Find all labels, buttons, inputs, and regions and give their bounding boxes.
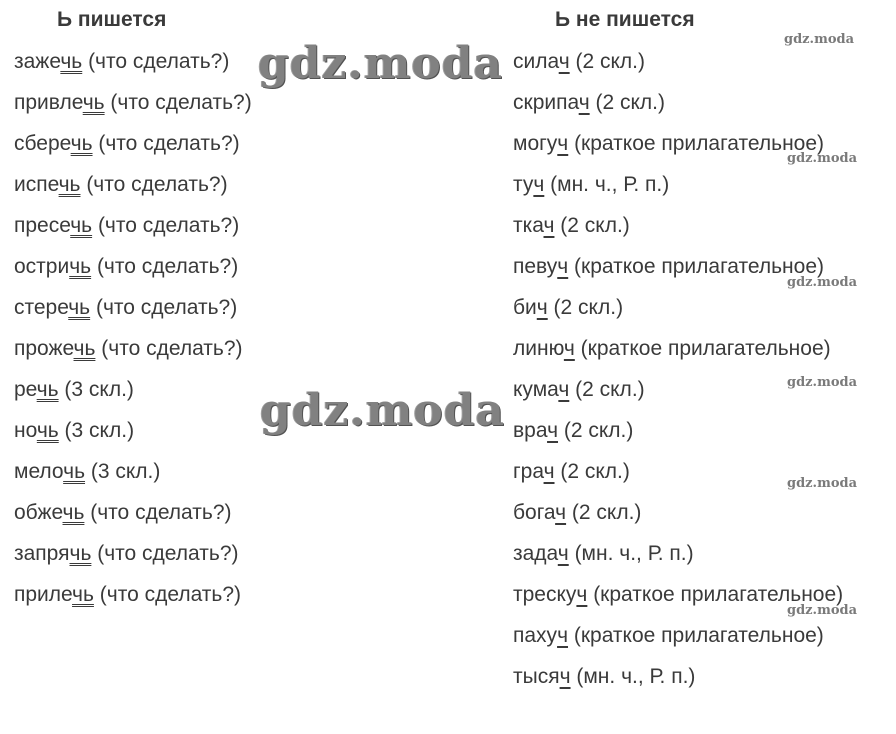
word-ending-underlined: чь: [69, 255, 92, 278]
right-list-item: [513, 492, 843, 533]
word-note: (что сделать?): [90, 296, 238, 319]
word-stem: тка: [513, 214, 544, 237]
right-list-item: [513, 287, 843, 328]
left-list-item: [14, 123, 252, 164]
word-note: (краткое прилагательное): [587, 583, 844, 606]
word-stem: скрипа: [513, 91, 579, 114]
word-ending-underlined: ч: [543, 214, 555, 237]
word-note: (2 скл.): [589, 91, 665, 114]
watermark-small: gdz.moda: [784, 32, 855, 47]
word-stem: тыся: [513, 665, 560, 688]
word-ending-underlined: ч: [558, 50, 570, 73]
word-note: (2 скл.): [554, 460, 630, 483]
word-stem: ре: [14, 378, 37, 401]
word-ending-underlined: чь: [73, 337, 96, 360]
word-note: (мн. ч., Р. п.): [568, 542, 694, 565]
word-note: (что сделать?): [91, 255, 239, 278]
word-ending-underlined: чь: [72, 583, 94, 606]
word-note: (краткое прилагательное): [568, 624, 824, 647]
word-ending-underlined: ч: [558, 378, 570, 401]
right-list-item: [513, 164, 843, 205]
word-ending-underlined: чь: [36, 419, 59, 442]
word-stem: испе: [14, 173, 59, 196]
word-note: (3 скл.): [58, 419, 135, 442]
right-list-item: [513, 41, 843, 82]
word-stem: остри: [14, 255, 70, 278]
left-list-item: [14, 41, 252, 82]
word-ending-underlined: чь: [58, 173, 81, 196]
word-stem: кума: [513, 378, 559, 401]
word-stem: паху: [513, 624, 558, 647]
right-list-item: [513, 82, 843, 123]
word-note: (3 скл.): [58, 378, 134, 401]
word-ending-underlined: чь: [69, 542, 92, 565]
left-list-item: [14, 492, 252, 533]
watermark-small: gdz.moda: [787, 603, 858, 618]
word-stem: бога: [513, 501, 556, 524]
word-note: (2 скл.): [569, 378, 645, 401]
right-list-item: [513, 328, 843, 369]
word-note: (что сделать?): [93, 583, 242, 606]
word-ending-underlined: ч: [543, 460, 555, 483]
word-stem: но: [14, 419, 37, 442]
word-stem: мело: [14, 460, 64, 483]
left-word-list: [14, 41, 252, 615]
heading-soft-sign-written: Ь пишется: [57, 8, 167, 31]
word-stem: привле: [14, 91, 83, 114]
word-ending-underlined: чь: [36, 378, 59, 401]
word-ending-underlined: чь: [62, 501, 85, 524]
right-list-item: [513, 656, 843, 697]
left-list-item: [14, 82, 252, 123]
word-stem: пресе: [14, 214, 71, 237]
word-ending-underlined: ч: [559, 665, 571, 688]
word-note: (мн. ч., Р. п.): [544, 173, 670, 196]
watermark-logo-center: gdz.moda: [260, 385, 506, 436]
word-ending-underlined: ч: [576, 583, 588, 606]
left-list-item: [14, 451, 252, 492]
word-note: (2 скл.): [554, 214, 630, 237]
right-word-list: [513, 41, 843, 697]
watermark-small: gdz.moda: [787, 375, 858, 390]
word-stem: заже: [14, 50, 61, 73]
word-ending-underlined: ч: [557, 255, 569, 278]
word-ending-underlined: ч: [533, 173, 545, 196]
word-stem: ту: [513, 173, 534, 196]
word-ending-underlined: чь: [70, 214, 93, 237]
word-note: (краткое прилагательное): [568, 132, 825, 155]
watermark-small: gdz.moda: [787, 476, 858, 491]
right-list-item: [513, 533, 843, 574]
left-list-item: [14, 287, 252, 328]
word-ending-underlined: ч: [536, 296, 548, 319]
word-ending-underlined: ч: [555, 501, 567, 524]
word-note: (что сделать?): [95, 337, 243, 360]
word-note: (2 скл.): [547, 296, 624, 319]
word-stem: зада: [513, 542, 558, 565]
word-stem: би: [513, 296, 537, 319]
right-list-item: [513, 615, 843, 656]
word-stem: сбере: [14, 132, 71, 155]
word-note: (что сделать?): [82, 50, 230, 73]
word-stem: гра: [513, 460, 544, 483]
heading-soft-sign-not-written: Ь не пишется: [555, 8, 695, 31]
left-list-item: [14, 410, 252, 451]
word-stem: сила: [513, 50, 559, 73]
left-list-item: [14, 246, 252, 287]
left-list-item: [14, 574, 252, 615]
word-note: (мн. ч., Р. п.): [570, 665, 696, 688]
word-stem: треску: [513, 583, 577, 606]
left-list-item: [14, 205, 252, 246]
word-ending-underlined: ч: [563, 337, 575, 360]
word-note: (краткое прилагательное): [574, 337, 831, 360]
word-note: (что сделать?): [84, 501, 232, 524]
word-note: (2 скл.): [558, 419, 634, 442]
word-ending-underlined: ч: [557, 132, 569, 155]
word-note: (2 скл.): [569, 50, 646, 73]
word-stem: запря: [14, 542, 70, 565]
right-list-item: [513, 410, 843, 451]
word-ending-underlined: ч: [557, 624, 569, 647]
word-stem: линю: [513, 337, 564, 360]
word-stem: обже: [14, 501, 63, 524]
word-ending-underlined: ч: [547, 419, 559, 442]
word-note: (2 скл.): [566, 501, 642, 524]
word-ending-underlined: чь: [63, 460, 86, 483]
word-ending-underlined: чь: [60, 50, 83, 73]
word-note: (краткое прилагательное): [568, 255, 824, 278]
word-ending-underlined: ч: [557, 542, 569, 565]
word-note: (что сделать?): [92, 214, 240, 237]
word-stem: могу: [513, 132, 558, 155]
word-stem: стере: [14, 296, 69, 319]
left-list-item: [14, 328, 252, 369]
watermark-logo-top: gdz.moda: [258, 38, 504, 89]
left-list-item: [14, 369, 252, 410]
word-stem: проже: [14, 337, 74, 360]
left-list-item: [14, 533, 252, 574]
word-ending-underlined: ч: [578, 91, 590, 114]
word-note: (3 скл.): [85, 460, 161, 483]
word-ending-underlined: чь: [68, 296, 91, 319]
word-stem: певу: [513, 255, 558, 278]
left-list-item: [14, 164, 252, 205]
word-ending-underlined: чь: [82, 91, 105, 114]
word-ending-underlined: чь: [70, 132, 93, 155]
word-stem: вра: [513, 419, 548, 442]
word-note: (что сделать?): [91, 542, 239, 565]
word-note: (что сделать?): [80, 173, 228, 196]
word-stem: приле: [14, 583, 73, 606]
right-list-item: [513, 205, 843, 246]
word-note: (что сделать?): [92, 132, 240, 155]
word-note: (что сделать?): [104, 91, 252, 114]
watermark-small: gdz.moda: [787, 275, 858, 290]
watermark-small: gdz.moda: [787, 151, 858, 166]
